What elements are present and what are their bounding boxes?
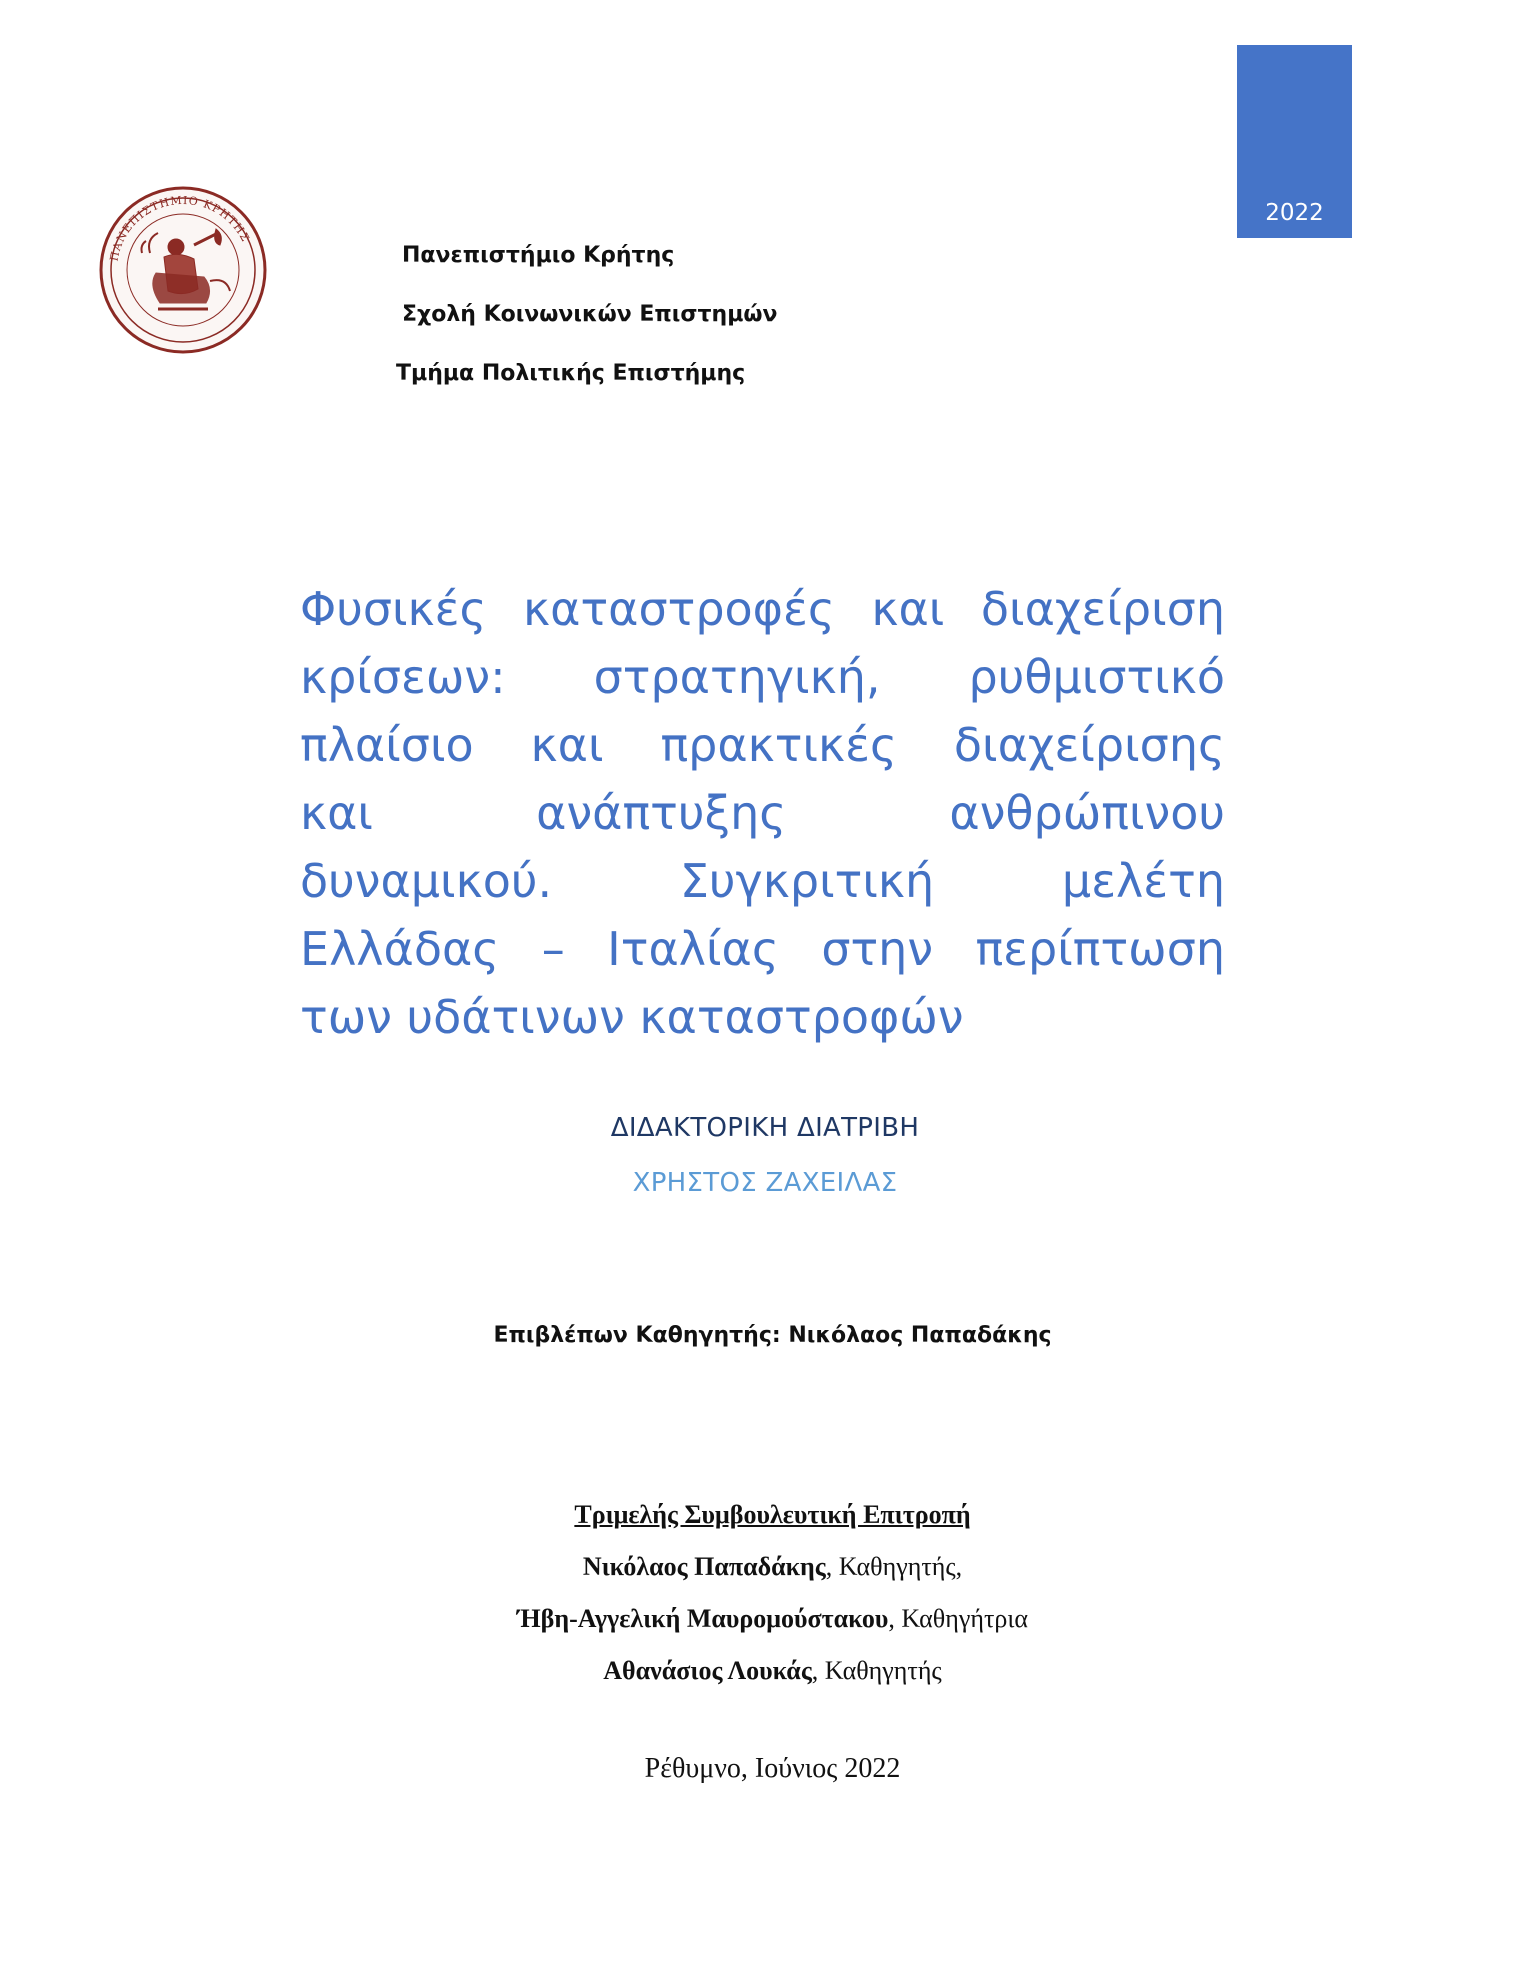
committee-member	[0, 1656, 1530, 1708]
title-line: Φυσικές καταστροφές και διαχείριση	[300, 582, 1225, 636]
seal-legend: ΠΑΝΕΠΙΣΤΗΜΙΟ ΚΡΗΤΗΣ	[107, 193, 253, 263]
title-line: και ανάπτυξης ανθρώπινου	[300, 786, 1225, 840]
committee-member	[0, 1604, 1530, 1656]
title-line: πλαίσιο και πρακτικές διαχείρισης	[300, 718, 1225, 772]
committee-member	[0, 1552, 1530, 1604]
supervisor: Επιβλέπων Καθηγητής: Νικόλαος Παπαδάκης	[493, 1323, 1052, 1348]
member-role: , Καθηγητής,	[825, 1552, 963, 1581]
thesis-title	[300, 575, 1225, 1051]
year-label: 2022	[1265, 200, 1324, 226]
member-role: , Καθηγητής	[811, 1656, 942, 1685]
department-name: Τμήμα Πολιτικής Επιστήμης	[396, 361, 746, 386]
title-line: των υδάτινων καταστροφών	[300, 990, 964, 1044]
university-seal-icon	[98, 185, 268, 355]
member-name: Νικόλαος Παπαδάκης	[582, 1552, 826, 1581]
school-name: Σχολή Κοινωνικών Επιστημών	[402, 302, 778, 327]
member-role: , Καθηγήτρια	[888, 1604, 1028, 1633]
year-badge	[1237, 45, 1352, 238]
document-type: ΔΙΔΑΚΤΟΡΙΚΗ ΔΙΑΤΡΙΒΗ	[610, 1113, 920, 1143]
place-date: Ρέθυμνο, Ιούνιος 2022	[644, 1753, 901, 1784]
title-line: Ελλάδας – Ιταλίας στην περίπτωση	[300, 922, 1225, 976]
university-name: Πανεπιστήμιο Κρήτης	[402, 243, 675, 268]
member-name: Αθανάσιος Λουκάς	[603, 1656, 812, 1685]
member-name: Ήβη-Αγγελική Μαυρομούστακου	[516, 1604, 889, 1633]
title-line: κρίσεων: στρατηγική, ρυθμιστικό	[300, 650, 1225, 704]
title-line: δυναμικού. Συγκριτική μελέτη	[300, 854, 1225, 908]
author-name: ΧΡΗΣΤΟΣ ΖΑΧΕΙΛΑΣ	[632, 1168, 898, 1198]
committee-heading: Τριμελής Συμβουλευτική Επιτροπή	[574, 1500, 971, 1529]
committee	[0, 1500, 1530, 1708]
